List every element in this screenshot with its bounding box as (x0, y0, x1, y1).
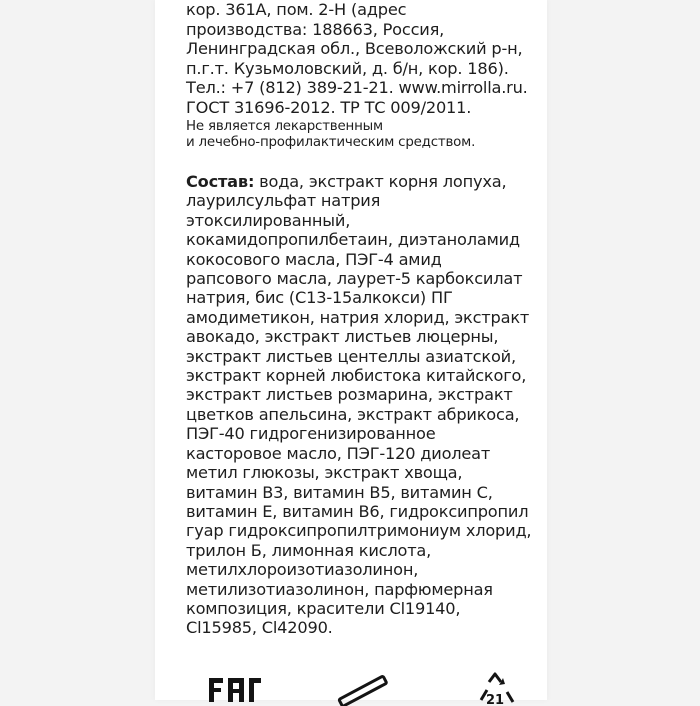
composition-section (186, 172, 531, 638)
composition-line: композиция, красители Cl19140, (186, 598, 461, 618)
standards-line: ГОСТ 31696-2012. ТР ТС 009/2011. (186, 97, 472, 117)
address-line: производства: 188663, Россия, (186, 19, 445, 39)
composition-line: метилизотиазолинон, парфюмерная (186, 579, 493, 599)
recycle-code-icon (467, 670, 523, 706)
composition-line: кокамидопропилбетаин, диэтаноламид (186, 230, 520, 250)
composition-line: гуар гидроксипропилтримониум хлорид, (186, 521, 532, 541)
certification-symbols (155, 660, 547, 706)
composition-line: витамин Е, витамин В6, гидроксипропил (186, 501, 529, 521)
composition-text: вода, экстракт корня лопуха, (254, 172, 507, 191)
composition-line: лаурилсульфат натрия (186, 191, 381, 211)
disclaimer-line: Не является лекарственным (186, 118, 383, 134)
composition-line: рапсового масла, лаурет-5 карбоксилат (186, 269, 523, 289)
composition-line: экстракт листьев центеллы азиатской, (186, 346, 516, 366)
eac-mark-icon (209, 674, 261, 702)
composition-line: натрия, бис (С13-15алкокси) ПГ (186, 288, 453, 308)
composition-line: кокосового масла, ПЭГ-4 амид (186, 249, 442, 269)
composition-line: экстракт листьев розмарина, экстракт (186, 385, 513, 405)
composition-line: авокадо, экстракт листьев люцерны, (186, 327, 499, 347)
composition-line: метилхлороизотиазолинон, (186, 560, 419, 580)
address-line: п.г.т. Кузьмоловский, д. б/н, кор. 186). (186, 58, 509, 78)
recycle-code-number: 21 (485, 693, 505, 706)
composition-line: амодиметикон, натрия хлорид, экстракт (186, 307, 530, 327)
composition-first-line (186, 172, 531, 191)
address-line: Ленинградская обл., Всеволожский р-н, (186, 39, 523, 59)
composition-line: экстракт корней любистока китайского, (186, 366, 527, 386)
manufacturer-info (186, 0, 528, 151)
composition-line: витамин В3, витамин В5, витамин С, (186, 482, 493, 502)
disclaimer-line: и лечебно-профилактическим средством. (186, 134, 476, 150)
composition-line: касторовое масло, ПЭГ-120 диолеат (186, 443, 491, 463)
composition-line: ПЭГ-40 гидрогенизированное (186, 424, 436, 444)
composition-line: трилон Б, лимонная кислота, (186, 540, 432, 560)
address-line: кор. 361А, пом. 2-Н (адрес (186, 0, 407, 19)
composition-title: Состав: (186, 172, 255, 191)
composition-line: Cl15985, Cl42090. (186, 618, 333, 638)
contact-line: Тел.: +7 (812) 389-21-21. www.mirrolla.ru. (186, 78, 528, 98)
brush-icon (333, 668, 389, 704)
composition-line: цветков апельсина, экстракт абрикоса, (186, 404, 520, 424)
composition-line: этоксилированный, (186, 210, 351, 230)
composition-line: метил глюкозы, экстракт хвоща, (186, 463, 463, 483)
